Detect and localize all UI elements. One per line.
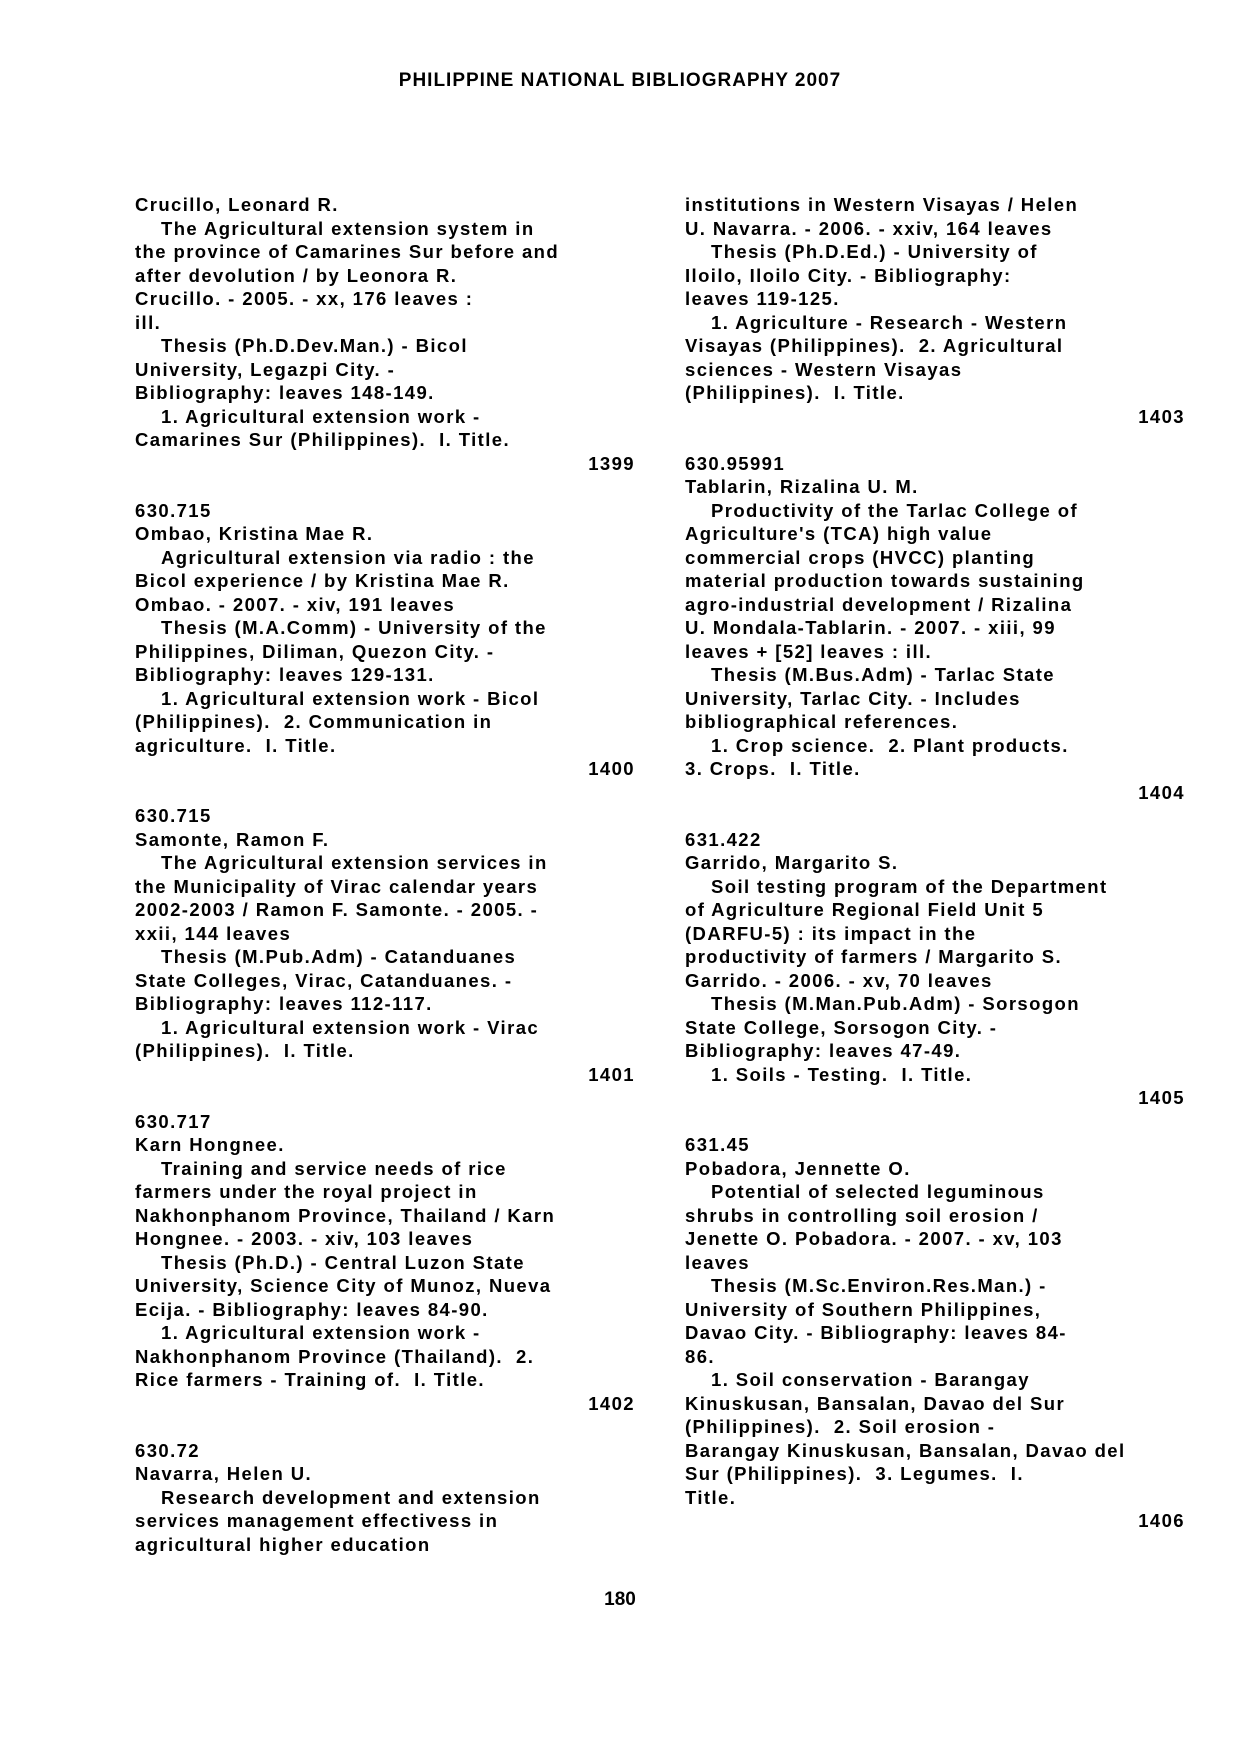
entry-line: Garrido. - 2006. - xv, 70 leaves: [685, 969, 993, 991]
entry-line: State Colleges, Virac, Catanduanes. -: [135, 969, 513, 991]
entry-author: Tablarin, Rizalina U. M.: [685, 476, 919, 497]
entry-line: leaves: [685, 1251, 750, 1273]
entry-author: Samonte, Ramon F.: [135, 828, 330, 850]
entry-line: Title.: [685, 1486, 737, 1508]
entry-line: 3. Crops. I. Title.: [685, 758, 861, 779]
entry-line: Crucillo. - 2005. - xx, 176 leaves :: [135, 288, 474, 309]
entry-line: agriculture. I. Title.: [135, 734, 337, 756]
entry-line: productivity of farmers / Margarito S.: [685, 946, 1063, 967]
entry-line: University, Tarlac City. - Includes: [685, 687, 1021, 709]
entry-line: (Philippines). 2. Soil erosion -: [685, 1416, 996, 1437]
entry-line: xxii, 144 leaves: [135, 922, 292, 944]
entry-line: shrubs in controlling soil erosion /: [685, 1204, 1039, 1226]
entry-line: Jenette O. Pobadora. - 2007. - xv, 103: [685, 1228, 1063, 1249]
entry-subjects: 1. Crop science. 2. Plant products.: [711, 734, 1069, 756]
entry-line: agro-industrial development / Rizalina: [685, 593, 1073, 615]
entry-line: leaves 119-125.: [685, 288, 840, 309]
entry-line: Bibliography: leaves 112-117.: [135, 993, 433, 1014]
entry-thesis-note: Thesis (Ph.D.Ed.) - University of: [711, 241, 1038, 262]
entry-line: Nakhonphanom Province, Thailand / Karn: [135, 1204, 556, 1226]
entry-line: sciences - Western Visayas: [685, 358, 963, 380]
entry-line: Rice farmers - Training of. I. Title.: [135, 1369, 485, 1390]
entry-line: Nakhonphanom Province (Thailand). 2.: [135, 1345, 535, 1367]
entry-number: 1401: [588, 1063, 635, 1085]
entry-line: Philippines, Diliman, Quezon City. -: [135, 640, 495, 662]
entry-author: Crucillo, Leonard R.: [135, 194, 339, 215]
page-number: 180: [604, 1589, 636, 1610]
right-column: [685, 193, 1185, 1533]
entry-call-number: 631.422: [685, 828, 762, 850]
entry-line: commercial crops (HVCC) planting: [685, 546, 1036, 568]
entry-title-line: Potential of selected leguminous: [711, 1181, 1045, 1202]
entry-subjects: 1. Agricultural extension work -: [161, 1322, 481, 1343]
entry-thesis-note: Thesis (M.Sc.Environ.Res.Man.) -: [711, 1275, 1047, 1296]
entry-line: institutions in Western Visayas / Helen: [685, 194, 1079, 215]
entry-thesis-note: Thesis (M.Bus.Adm) - Tarlac State: [711, 664, 1055, 685]
entry-title-line: Soil testing program of the Department: [711, 875, 1108, 897]
entry-line: Agriculture's (TCA) high value: [685, 523, 993, 544]
entry-call-number: 630.715: [135, 499, 212, 521]
entry-line: 86.: [685, 1345, 715, 1367]
entry-number: 1403: [1138, 405, 1185, 427]
entry-line: Bibliography: leaves 148-149.: [135, 382, 435, 403]
entry-title-line: Productivity of the Tarlac College of: [711, 499, 1079, 521]
entry-line: Kinuskusan, Bansalan, Davao del Sur: [685, 1392, 1066, 1414]
entry-line: (DARFU-5) : its impact in the: [685, 922, 977, 944]
entry-subjects: 1. Agricultural extension work - Bicol: [161, 687, 540, 709]
entry-line: the province of Camarines Sur before and: [135, 241, 560, 262]
entry-line: University, Legazpi City. -: [135, 358, 396, 380]
entry-line: University of Southern Philippines,: [685, 1298, 1042, 1320]
entry-line: leaves + [52] leaves : ill.: [685, 640, 933, 662]
entry-line: (Philippines). 2. Communication in: [135, 711, 493, 732]
entry-line: State College, Sorsogon City. -: [685, 1016, 998, 1038]
entry-line: Davao City. - Bibliography: leaves 84-: [685, 1322, 1067, 1343]
entry-line: ill.: [135, 311, 162, 333]
entry-line: Bibliography: leaves 47-49.: [685, 1040, 962, 1061]
entry-line: the Municipality of Virac calendar years: [135, 875, 539, 897]
entry-line: agricultural higher education: [135, 1533, 431, 1555]
entry-number: 1399: [588, 452, 635, 474]
entry-call-number: 631.45: [685, 1134, 750, 1155]
entry-subjects: 1. Agricultural extension work - Virac: [161, 1016, 540, 1038]
entry-line: 2002-2003 / Ramon F. Samonte. - 2005. -: [135, 899, 539, 920]
entry-line: U. Navarra. - 2006. - xxiv, 164 leaves: [685, 217, 1053, 239]
entry-line: Ecija. - Bibliography: leaves 84-90.: [135, 1298, 489, 1320]
entry-line: Camarines Sur (Philippines). I. Title.: [135, 429, 510, 450]
entry-line: of Agriculture Regional Field Unit 5: [685, 899, 1045, 920]
entry-subjects: 1. Soil conservation - Barangay: [711, 1369, 1030, 1390]
entry-call-number: 630.717: [135, 1110, 212, 1132]
entry-line: (Philippines). I. Title.: [685, 382, 905, 403]
entry-thesis-note: Thesis (Ph.D.) - Central Luzon State: [161, 1251, 525, 1273]
entry-line: bibliographical references.: [685, 711, 959, 732]
entry-call-number: 630.95991: [685, 452, 786, 474]
entry-number: 1402: [588, 1392, 635, 1414]
entry-line: Bibliography: leaves 129-131.: [135, 664, 435, 685]
entry-line: (Philippines). I. Title.: [135, 1040, 355, 1061]
entry-author: Karn Hongnee.: [135, 1134, 285, 1155]
entry-title-line: Research development and extension: [161, 1486, 541, 1508]
entry-subjects: 1. Agriculture - Research - Western: [711, 311, 1068, 333]
entry-line: material production towards sustaining: [685, 570, 1085, 591]
entry-line: Barangay Kinuskusan, Bansalan, Davao del: [685, 1439, 1126, 1461]
entry-subjects: 1. Agricultural extension work -: [161, 405, 481, 427]
entry-subjects: 1. Soils - Testing. I. Title.: [711, 1063, 973, 1085]
left-column: [135, 193, 635, 1556]
entry-line: University, Science City of Munoz, Nueva: [135, 1275, 552, 1296]
entry-title-line: Training and service needs of rice: [161, 1157, 507, 1179]
entry-line: Bicol experience / by Kristina Mae R.: [135, 570, 510, 591]
entry-line: Ombao. - 2007. - xiv, 191 leaves: [135, 593, 456, 615]
entry-number: 1404: [1138, 781, 1185, 803]
entry-title-line: Agricultural extension via radio : the: [161, 546, 535, 568]
entry-thesis-note: Thesis (M.Man.Pub.Adm) - Sorsogon: [711, 993, 1080, 1014]
entry-title-line: The Agricultural extension system in: [161, 217, 535, 239]
entry-line: services management effectivess in: [135, 1510, 499, 1531]
entry-number: 1400: [588, 758, 635, 779]
entry-call-number: 630.715: [135, 805, 212, 826]
entry-line: U. Mondala-Tablarin. - 2007. - xiii, 99: [685, 617, 1056, 638]
entry-call-number: 630.72: [135, 1439, 200, 1461]
entry-number: 1406: [1138, 1510, 1185, 1531]
entry-author: Garrido, Margarito S.: [685, 852, 899, 873]
entry-title-line: The Agricultural extension services in: [161, 852, 548, 873]
entry-line: farmers under the royal project in: [135, 1181, 478, 1202]
entry-line: Hongnee. - 2003. - xiv, 103 leaves: [135, 1228, 474, 1249]
entry-line: Visayas (Philippines). 2. Agricultural: [685, 335, 1064, 356]
entry-thesis-note: Thesis (M.A.Comm) - University of the: [161, 617, 547, 638]
entry-line: after devolution / by Leonora R.: [135, 264, 458, 286]
page-header-title: PHILIPPINE NATIONAL BIBLIOGRAPHY 2007: [398, 70, 842, 91]
entry-author: Pobadora, Jennette O.: [685, 1157, 911, 1179]
entry-author: Navarra, Helen U.: [135, 1463, 313, 1484]
entry-number: 1405: [1138, 1087, 1185, 1108]
entry-thesis-note: Thesis (Ph.D.Dev.Man.) - Bicol: [161, 335, 468, 356]
entry-author: Ombao, Kristina Mae R.: [135, 523, 374, 544]
entry-line: Iloilo, Iloilo City. - Bibliography:: [685, 264, 1012, 286]
entry-line: Sur (Philippines). 3. Legumes. I.: [685, 1463, 1024, 1484]
entry-thesis-note: Thesis (M.Pub.Adm) - Catanduanes: [161, 946, 517, 967]
